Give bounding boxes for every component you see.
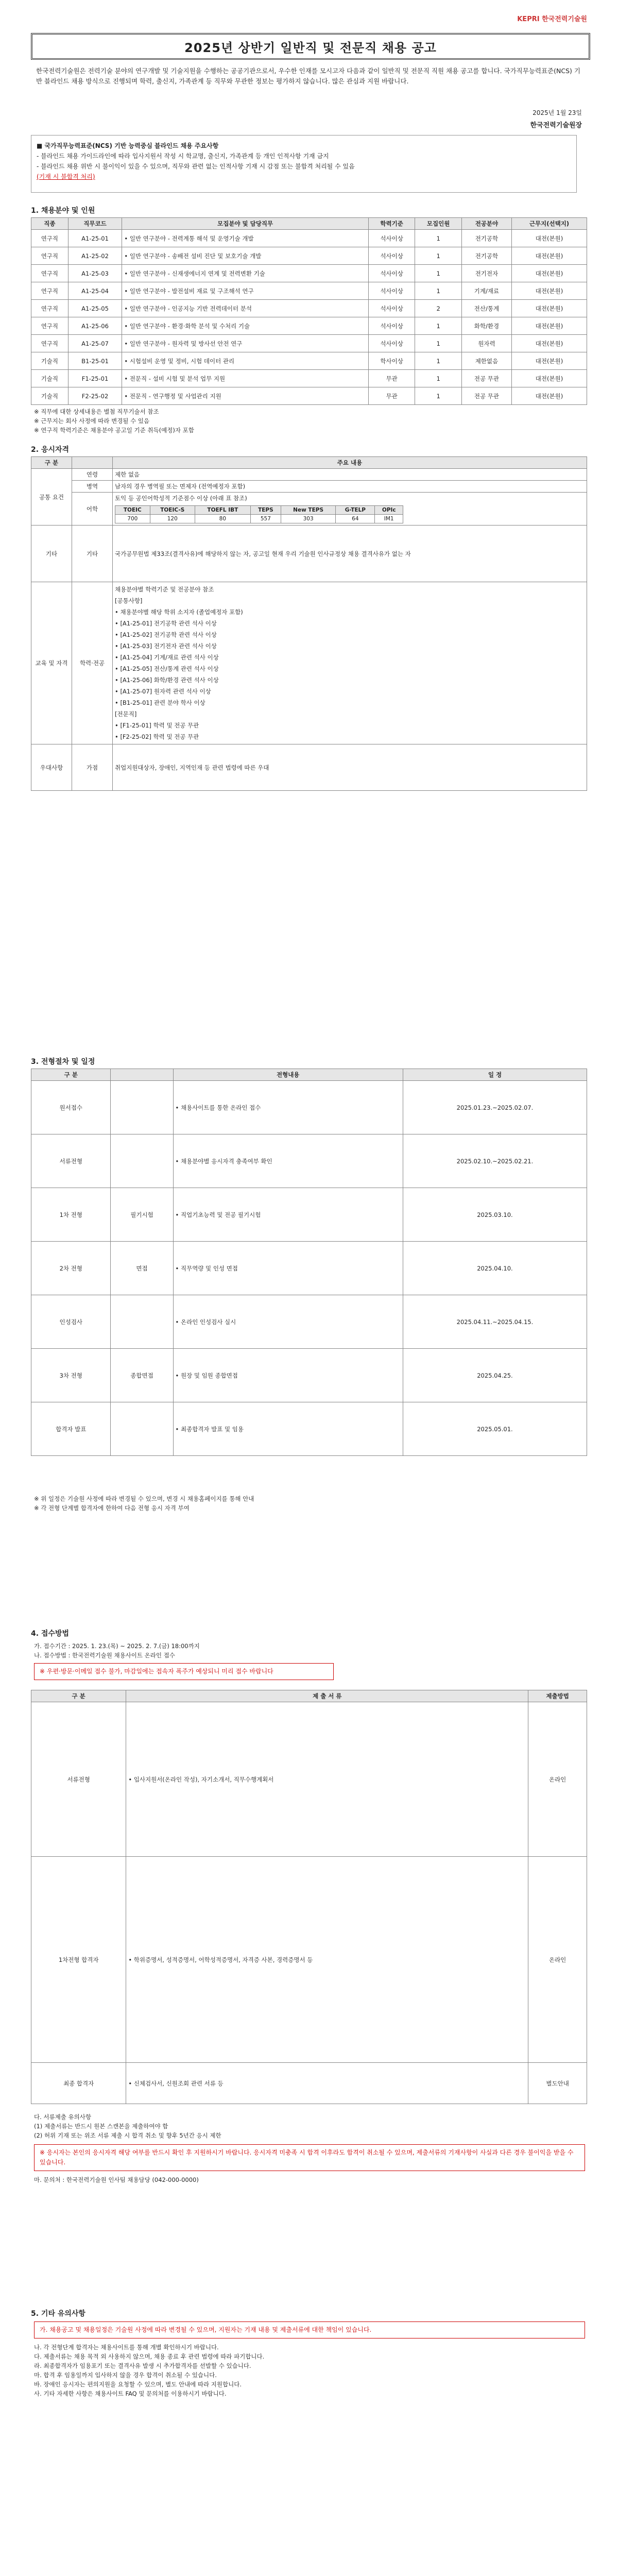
org-logo: KEPRI 한국전력기술원 bbox=[517, 15, 587, 23]
table-cell: 석사이상 bbox=[368, 335, 415, 352]
group-label: 우대사항 bbox=[31, 744, 72, 791]
item-key: 가점 bbox=[72, 744, 113, 791]
sched-th: 구 분 bbox=[31, 1069, 111, 1081]
docs-table bbox=[31, 1690, 587, 2104]
table-cell: 대전(본원) bbox=[511, 282, 587, 300]
section-title-schedule: 3. 전형절차 및 일정 bbox=[31, 1058, 95, 1066]
table-cell: 기술직 bbox=[31, 387, 68, 405]
detail-lines bbox=[115, 595, 585, 742]
detail-line: • [A1-25-06] 화학/환경 관련 석사 이상 bbox=[115, 676, 219, 684]
table-row bbox=[31, 1242, 587, 1295]
table-cell: 종합면접 bbox=[111, 1349, 173, 1402]
sched-th: 일 정 bbox=[403, 1069, 587, 1081]
table-cell: • 최종합격자 발표 및 임용 bbox=[173, 1402, 403, 1456]
note-line: ※ 위 일정은 기술원 사정에 따라 변경될 수 있으며, 변경 시 채용홈페이지를 통해 안내 bbox=[34, 1495, 254, 1502]
table-cell: 전공 무관 bbox=[461, 387, 511, 405]
note-line: ※ 직무에 대한 상세내용은 별첨 직무기술서 참조 bbox=[34, 408, 159, 415]
table-cell: 서류전형 bbox=[31, 1702, 126, 1857]
detail-line: • [F1-25-01] 학력 및 전공 무관 bbox=[115, 722, 199, 729]
section-title-qualify: 2. 응시자격 bbox=[31, 446, 70, 454]
table-cell: 연구직 bbox=[31, 230, 68, 247]
table-cell: 1 bbox=[415, 317, 462, 335]
table-row bbox=[31, 317, 587, 335]
etc-line: 바. 장애인 응시자는 편의지원을 요청할 수 있으며, 별도 안내에 따라 지원합니다. bbox=[34, 2381, 242, 2388]
table-cell: 대전(본원) bbox=[511, 335, 587, 352]
lang-td: 80 bbox=[195, 515, 250, 523]
table-cell: 온라인 bbox=[528, 1702, 587, 1857]
table-cell: 학사이상 bbox=[368, 352, 415, 370]
item-value: 취업지원대상자, 장애인, 지역인재 등 관련 법령에 따른 우대 bbox=[113, 744, 587, 791]
intro-text: 한국전력기술원은 전력기술 분야의 연구개발 및 기술지원을 수행하는 공공기관으로서, 우수한 인재를 모시고자 다음과 같이 일반직 및 전문직 직원 채용 공고를 합니다. 국가직무능력표준(NCS) 기반 블라인드 채용 방식으로 진행되며 학력, 출신지, 가족관계 등 직무와 무관한 정보는 평가하지 않습니다. 많은 관심과 지원 바랍니다. bbox=[36, 67, 580, 85]
table-cell: 기술직 bbox=[31, 352, 68, 370]
note-line: ※ 연구직 학력기준은 채용분야 공고일 기준 취득(예정)자 포함 bbox=[34, 427, 194, 434]
apply-note: (1) 제출서류는 반드시 원본 스캔본을 제출하여야 함 bbox=[34, 2123, 168, 2130]
recruit-table bbox=[31, 217, 587, 405]
qualify-table bbox=[31, 456, 587, 791]
table-cell: 석사이상 bbox=[368, 300, 415, 317]
detail-line: • [A1-25-03] 전기전자 관련 석사 이상 bbox=[115, 642, 217, 650]
detail-line: • 채용분야별 해당 학위 소지자 (졸업예정자 포함) bbox=[115, 608, 243, 616]
table-cell: 석사이상 bbox=[368, 317, 415, 335]
table-cell: 원자력 bbox=[461, 335, 511, 352]
lang-td: 700 bbox=[115, 515, 150, 523]
item-key: 병역 bbox=[72, 481, 113, 493]
notice-line: - 블라인드 채용 위반 시 불이익이 있을 수 있으며, 직무와 관련 없는 인적사항 기재 시 감점 또는 불합격 처리될 수 있음 bbox=[37, 163, 355, 170]
schedule-table bbox=[31, 1069, 587, 1456]
table-cell: 1 bbox=[415, 370, 462, 387]
table-cell: • 온라인 인성검사 실시 bbox=[173, 1295, 403, 1349]
table-cell: 2025.05.01. bbox=[403, 1402, 587, 1456]
th: 구 분 bbox=[31, 457, 72, 469]
table-cell bbox=[111, 1134, 173, 1188]
table-cell: 기계/재료 bbox=[461, 282, 511, 300]
table-cell: • 직업기초능력 및 전공 필기시험 bbox=[173, 1188, 403, 1242]
section-title-recruit: 1. 채용분야 및 인원 bbox=[31, 207, 95, 215]
detail-line: • [F2-25-02] 학력 및 전공 무관 bbox=[115, 733, 199, 740]
table-cell: A1-25-02 bbox=[68, 247, 122, 265]
table-cell: • 신체검사서, 신원조회 관련 서류 등 bbox=[126, 2063, 528, 2104]
apply-redbox: ※ 응시자는 본인의 응시자격 해당 여부를 반드시 확인 후 지원하시기 바랍니다. 응시자격 미충족 시 합격 이후라도 합격이 취소될 수 있으며, 제출서류의 기재사항이 사실과 다른 경우 불이익을 받을 수 있습니다. bbox=[34, 2144, 585, 2171]
table-cell: 1 bbox=[415, 282, 462, 300]
table-row bbox=[31, 247, 587, 265]
table-cell: • 직무역량 및 인성 면접 bbox=[173, 1242, 403, 1295]
table-cell: 연구직 bbox=[31, 265, 68, 282]
table-cell: 대전(본원) bbox=[511, 387, 587, 405]
table-cell: • 일반 연구분야 - 환경·화학 분석 및 수처리 기술 bbox=[122, 317, 369, 335]
table-cell: 1 bbox=[415, 247, 462, 265]
page-title: 2025년 상반기 일반직 및 전문직 채용 공고 bbox=[184, 40, 437, 55]
th: 주요 내용 bbox=[113, 457, 587, 469]
lang-td: 120 bbox=[150, 515, 195, 523]
table-cell: • 채용사이트를 통한 온라인 접수 bbox=[173, 1081, 403, 1134]
table-cell: A1-25-03 bbox=[68, 265, 122, 282]
table-cell: 연구직 bbox=[31, 317, 68, 335]
table-cell: 석사이상 bbox=[368, 230, 415, 247]
lang-td: 64 bbox=[336, 515, 375, 523]
lang-td: 303 bbox=[281, 515, 335, 523]
table-cell: 대전(본원) bbox=[511, 230, 587, 247]
apply-notes bbox=[34, 2112, 585, 2184]
table-cell: • 학위증명서, 성적증명서, 어학성적증명서, 자격증 사본, 경력증명서 등 bbox=[126, 1857, 528, 2063]
table-cell: 1 bbox=[415, 335, 462, 352]
table-cell: 인성검사 bbox=[31, 1295, 111, 1349]
docs-table-wrap bbox=[31, 1690, 587, 2104]
table-cell: 대전(본원) bbox=[511, 352, 587, 370]
item-value: 토익 등 공인어학성적 기준점수 이상 (아래 표 참조) bbox=[115, 495, 247, 502]
schedule-table-wrap bbox=[31, 1069, 587, 1456]
table-cell bbox=[111, 1402, 173, 1456]
table-row bbox=[31, 1349, 587, 1402]
etc-redbox: 가. 채용공고 및 채용일정은 기술원 사정에 따라 변경될 수 있으며, 지원자는 기재 내용 및 제출서류에 대한 책임이 있습니다. bbox=[34, 2321, 585, 2338]
table-row bbox=[31, 282, 587, 300]
etc-line: 다. 제출서류는 채용 목적 외 사용하지 않으며, 채용 종료 후 관련 법령에 따라 파기합니다. bbox=[34, 2353, 265, 2360]
table-cell: 3차 전형 bbox=[31, 1349, 111, 1402]
table-cell: 연구직 bbox=[31, 282, 68, 300]
table-cell: 연구직 bbox=[31, 335, 68, 352]
table-cell: 대전(본원) bbox=[511, 370, 587, 387]
table-row bbox=[31, 1188, 587, 1242]
table-cell: • 원장 및 임원 종합면접 bbox=[173, 1349, 403, 1402]
table-cell: 별도안내 bbox=[528, 2063, 587, 2104]
table-cell: 합격자 발표 bbox=[31, 1402, 111, 1456]
table-cell: • 입사지원서(온라인 작성), 자기소개서, 직무수행계획서 bbox=[126, 1702, 528, 1857]
lang-th: G-TELP bbox=[336, 506, 375, 515]
apply-line: 가. 접수기간 : 2025. 1. 23.(목) ~ 2025. 2. 7.(금) 18:00까지 bbox=[34, 1642, 200, 1650]
blind-notice-box bbox=[31, 135, 577, 193]
table-cell: 대전(본원) bbox=[511, 300, 587, 317]
table-cell: 석사이상 bbox=[368, 265, 415, 282]
item-key: 학력·전공 bbox=[72, 582, 113, 744]
table-cell: • 전문직 - 연구행정 및 사업관리 지원 bbox=[122, 387, 369, 405]
table-cell: 전기공학 bbox=[461, 230, 511, 247]
table-row bbox=[31, 387, 587, 405]
table-row bbox=[31, 1857, 587, 2063]
table-row bbox=[31, 1295, 587, 1349]
lang-th: TEPS bbox=[250, 506, 281, 515]
table-row bbox=[31, 1134, 587, 1188]
table-row bbox=[31, 1702, 587, 1857]
recruit-th: 학력기준 bbox=[368, 218, 415, 230]
table-cell: 1 bbox=[415, 230, 462, 247]
table-cell: 원서접수 bbox=[31, 1081, 111, 1134]
notice-line: ■ 국가직무능력표준(NCS) 기반 능력중심 블라인드 채용 주요사항 bbox=[37, 142, 219, 149]
etc-line: 나. 각 전형단계 합격자는 채용사이트를 통해 개별 확인하시기 바랍니다. bbox=[34, 2344, 219, 2351]
recruit-th: 전공분야 bbox=[461, 218, 511, 230]
sched-th: 전형내용 bbox=[173, 1069, 403, 1081]
recruit-th: 직무코드 bbox=[68, 218, 122, 230]
detail-line: • [A1-25-04] 기계/재료 관련 석사 이상 bbox=[115, 654, 219, 661]
section-title-apply: 4. 접수방법 bbox=[31, 1630, 70, 1638]
etc-line: 사. 기타 자세한 사항은 채용사이트 FAQ 및 문의처를 이용하시기 바랍니다. bbox=[34, 2390, 227, 2397]
table-cell: 서류전형 bbox=[31, 1134, 111, 1188]
table-cell: F1-25-01 bbox=[68, 370, 122, 387]
table-cell: A1-25-06 bbox=[68, 317, 122, 335]
apply-line: 나. 접수방법 : 한국전력기술원 채용사이트 온라인 접수 bbox=[34, 1652, 175, 1659]
detail-line: • [A1-25-05] 전산/통계 관련 석사 이상 bbox=[115, 665, 219, 672]
item-value: 제한 없음 bbox=[113, 469, 587, 481]
table-cell: 2차 전형 bbox=[31, 1242, 111, 1295]
lang-th: New TEPS bbox=[281, 506, 335, 515]
announce-date: 2025년 1월 23일 bbox=[533, 109, 582, 116]
table-cell: 2025.04.10. bbox=[403, 1242, 587, 1295]
table-cell: 1 bbox=[415, 352, 462, 370]
table-cell bbox=[111, 1081, 173, 1134]
detail-line: [공통사항] bbox=[115, 597, 143, 604]
sched-th bbox=[111, 1069, 173, 1081]
table-cell: 2025.04.11.~2025.04.15. bbox=[403, 1295, 587, 1349]
table-cell: 연구직 bbox=[31, 300, 68, 317]
item-value: 국가공무원법 제33조(결격사유)에 해당하지 않는 자, 공고일 현재 우리 기술원 인사규정상 채용 결격사유가 없는 자 bbox=[113, 526, 587, 582]
table-cell: 제한없음 bbox=[461, 352, 511, 370]
notice-highlight: (기재 시 불합격 처리) bbox=[37, 173, 95, 180]
table-cell: F2-25-02 bbox=[68, 387, 122, 405]
group-label: 기타 bbox=[31, 526, 72, 582]
table-cell: A1-25-01 bbox=[68, 230, 122, 247]
th bbox=[72, 457, 113, 469]
table-row bbox=[31, 370, 587, 387]
detail-line: • [A1-25-01] 전기공학 관련 석사 이상 bbox=[115, 620, 217, 627]
table-row bbox=[31, 352, 587, 370]
table-cell: A1-25-07 bbox=[68, 335, 122, 352]
item-key: 기타 bbox=[72, 526, 113, 582]
contact-line: 마. 문의처 : 한국전력기술원 인사팀 채용담당 (042-000-0000) bbox=[34, 2176, 199, 2183]
recruit-th: 모집인원 bbox=[415, 218, 462, 230]
table-cell: 2025.02.10.~2025.02.21. bbox=[403, 1134, 587, 1188]
table-cell: 화학/환경 bbox=[461, 317, 511, 335]
lang-td: IM1 bbox=[375, 515, 403, 523]
group-label: 공통 요건 bbox=[31, 469, 72, 526]
table-cell: 면접 bbox=[111, 1242, 173, 1295]
table-cell: 2025.04.25. bbox=[403, 1349, 587, 1402]
recruit-notes bbox=[34, 407, 585, 435]
table-cell: 석사이상 bbox=[368, 247, 415, 265]
recruit-th: 근무지(선택지) bbox=[511, 218, 587, 230]
notice-line: - 블라인드 채용 가이드라인에 따라 입사지원서 작성 시 학교명, 출신지, 가족관계 등 개인 인적사항 기재 금지 bbox=[37, 152, 329, 160]
table-cell: • 채용분야별 응시자격 충족여부 확인 bbox=[173, 1134, 403, 1188]
section-title-etc: 5. 기타 유의사항 bbox=[31, 2310, 85, 2318]
recruit-th: 모집분야 및 담당직무 bbox=[122, 218, 369, 230]
apply-lines bbox=[34, 1641, 585, 1680]
item-key: 연령 bbox=[72, 469, 113, 481]
lang-td: 557 bbox=[250, 515, 281, 523]
detail-cell bbox=[113, 582, 587, 744]
table-row bbox=[31, 2063, 587, 2104]
table-cell: • 일반 연구분야 - 송배전 설비 진단 및 보호기술 개발 bbox=[122, 247, 369, 265]
table-cell: 전기공학 bbox=[461, 247, 511, 265]
table-cell: 최종 합격자 bbox=[31, 2063, 126, 2104]
table-row bbox=[31, 335, 587, 352]
lang-th: TOEIC bbox=[115, 506, 150, 515]
lang-table bbox=[115, 505, 403, 523]
table-cell: • 일반 연구분야 - 원자력 및 방사선 안전 연구 bbox=[122, 335, 369, 352]
table-cell: 2025.01.23.~2025.02.07. bbox=[403, 1081, 587, 1134]
table-cell: 필기시험 bbox=[111, 1188, 173, 1242]
table-row bbox=[31, 230, 587, 247]
group-label: 교육 및 자격 bbox=[31, 582, 72, 744]
qualify-table-wrap bbox=[31, 456, 587, 791]
etc-line: 라. 최종합격자가 임용포기 또는 결격사유 발생 시 추가합격자를 선발할 수 있습니다. bbox=[34, 2362, 251, 2369]
lang-th: TOEIC-S bbox=[150, 506, 195, 515]
table-cell: • 전문직 - 설비 시험 및 분석 업무 지원 bbox=[122, 370, 369, 387]
table-cell: 무관 bbox=[368, 370, 415, 387]
table-cell: B1-25-01 bbox=[68, 352, 122, 370]
table-cell: 1 bbox=[415, 265, 462, 282]
docs-th: 제 출 서 류 bbox=[126, 1690, 528, 1702]
lang-cell bbox=[113, 493, 587, 526]
table-cell: 석사이상 bbox=[368, 282, 415, 300]
detail-line: • [A1-25-07] 원자력 관련 석사 이상 bbox=[115, 688, 211, 695]
apply-note: (2) 허위 기재 또는 위조 서류 제출 시 합격 취소 및 향후 5년간 응시 제한 bbox=[34, 2132, 221, 2139]
note-line: ※ 각 전형 단계별 합격자에 한하여 다음 전형 응시 자격 부여 bbox=[34, 1504, 190, 1512]
item-key: 어학 bbox=[72, 493, 113, 526]
table-cell: 전기전자 bbox=[461, 265, 511, 282]
table-cell: • 일반 연구분야 - 발전설비 재료 및 구조해석 연구 bbox=[122, 282, 369, 300]
docs-th: 구 분 bbox=[31, 1690, 126, 1702]
table-cell: 1 bbox=[415, 387, 462, 405]
table-cell bbox=[111, 1295, 173, 1349]
item-value: 남자의 경우 병역필 또는 면제자 (전역예정자 포함) bbox=[113, 481, 587, 493]
note-line: ※ 근무지는 회사 사정에 따라 변경될 수 있음 bbox=[34, 417, 150, 425]
table-cell: A1-25-05 bbox=[68, 300, 122, 317]
header bbox=[31, 9, 587, 30]
apply-warning: ※ 우편·방문·이메일 접수 불가, 마감일에는 접속자 폭주가 예상되니 미리 접수 바랍니다 bbox=[34, 1663, 334, 1680]
table-cell: • 일반 연구분야 - 전력계통 해석 및 운영기술 개발 bbox=[122, 230, 369, 247]
table-row bbox=[31, 1081, 587, 1134]
table-cell: 온라인 bbox=[528, 1857, 587, 2063]
etc-notes bbox=[34, 2321, 585, 2398]
table-cell: 2025.03.10. bbox=[403, 1188, 587, 1242]
table-cell: 2 bbox=[415, 300, 462, 317]
table-row bbox=[31, 265, 587, 282]
table-cell: 기술직 bbox=[31, 370, 68, 387]
table-cell: • 일반 연구분야 - 인공지능 기반 전력데이터 분석 bbox=[122, 300, 369, 317]
lang-th: TOEFL IBT bbox=[195, 506, 250, 515]
table-cell: • 일반 연구분야 - 신재생에너지 연계 및 전력변환 기술 bbox=[122, 265, 369, 282]
etc-line: 마. 합격 후 임용일까지 입사하지 않을 경우 합격이 취소될 수 있습니다. bbox=[34, 2371, 217, 2379]
table-cell: 연구직 bbox=[31, 247, 68, 265]
table-cell: 전공 무관 bbox=[461, 370, 511, 387]
detail-line: • [A1-25-02] 전기공학 관련 석사 이상 bbox=[115, 631, 217, 638]
detail-line: • [B1-25-01] 관련 분야 학사 이상 bbox=[115, 699, 205, 706]
lang-th: OPIc bbox=[375, 506, 403, 515]
table-cell: 대전(본원) bbox=[511, 247, 587, 265]
table-cell: 대전(본원) bbox=[511, 265, 587, 282]
table-row bbox=[31, 1402, 587, 1456]
item-value: 채용분야별 학력기준 및 전공분야 참조 bbox=[115, 586, 214, 593]
apply-note: 다. 서류제출 유의사항 bbox=[34, 2113, 91, 2121]
table-cell: 전산/통계 bbox=[461, 300, 511, 317]
table-cell: 대전(본원) bbox=[511, 317, 587, 335]
table-row bbox=[31, 300, 587, 317]
detail-line: [전문직] bbox=[115, 710, 137, 718]
recruit-table-wrap bbox=[31, 217, 587, 405]
table-cell: 1차 전형 bbox=[31, 1188, 111, 1242]
table-cell: A1-25-04 bbox=[68, 282, 122, 300]
table-cell: 무관 bbox=[368, 387, 415, 405]
table-cell: • 시험설비 운영 및 정비, 시험 데이터 관리 bbox=[122, 352, 369, 370]
docs-th: 제출방법 bbox=[528, 1690, 587, 1702]
schedule-notes bbox=[34, 1494, 585, 1513]
recruit-th: 직종 bbox=[31, 218, 68, 230]
title-box bbox=[31, 33, 590, 60]
table-cell: 1차전형 합격자 bbox=[31, 1857, 126, 2063]
announce-org: 한국전력기술원장 bbox=[530, 122, 582, 129]
